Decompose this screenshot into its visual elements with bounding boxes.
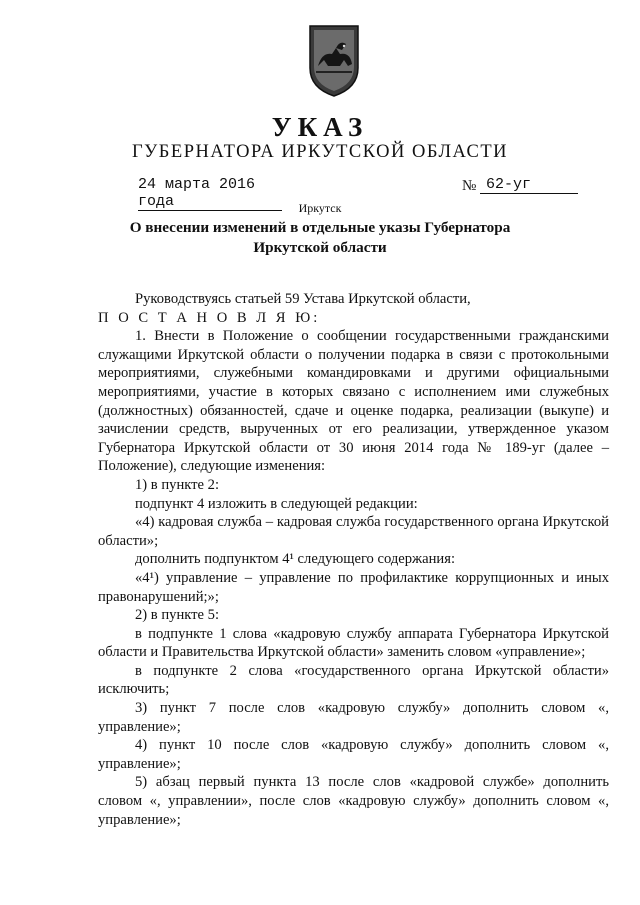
paragraph-item-1: 1. Внести в Положение о сообщении государственными гражданскими служащими Иркутской области о получении подарка в связи с протокольными мероприятиями, служебными командировками и другими официальными мероприятиями, участие в которых связано с исполнением ими служебных (должностных) обязанностей, сдаче и оценке подарка, реализации (выкупе) и зачислении средств, вырученных от его реализации, утвержденное указом Губернатора Иркутской области от 30 июня 2014 года № 189-уг (далее – Положение), следующие изменения:: [98, 328, 609, 475]
decree-date: 24 марта 2016 года: [138, 176, 282, 211]
irkutsk-coat-of-arms-icon: [306, 22, 362, 98]
paragraph-preamble: Руководствуясь статьей 59 Устава Иркутской области,: [135, 291, 471, 307]
number-sign: №: [462, 178, 477, 194]
document-body: [98, 290, 609, 829]
document-heading: О внесении изменений в отдельные указы Губернатора Иркутской области: [129, 219, 511, 256]
decree-title: УКАЗ: [271, 112, 369, 142]
decree-issuer: ГУБЕРНАТОРА ИРКУТСКОЙ ОБЛАСТИ: [131, 142, 508, 162]
paragraph-sub-2: 2) в пункте 5:: [135, 607, 220, 624]
decree-number: 62-уг: [480, 176, 578, 194]
paragraph-sub-1b: «4) кадровая служба – кадровая служба государственного органа Иркутской области»;: [98, 514, 609, 549]
paragraph-sub-4: 4) пункт 10 после слов «кадровую службу» дополнить словом «, управление»;: [98, 737, 609, 772]
paragraph-sub-1d: «4¹) управление – управление по профилактике коррупционных и иных правонарушений;»;: [98, 569, 609, 605]
paragraph-resolve: П О С Т А Н О В Л Я Ю:: [98, 309, 321, 326]
paragraph-sub-2b: в подпункте 2 слова «государственного органа Иркутской области» исключить;: [98, 662, 609, 698]
paragraph-sub-3: 3) пункт 7 после слов «кадровую службу» дополнить словом «, управление»;: [98, 700, 609, 735]
city-label: Иркутск: [298, 201, 342, 215]
paragraph-sub-1: 1) в пункте 2:: [135, 476, 220, 493]
paragraph-sub-5: 5) абзац первый пункта 13 после слов «кадровой службе» дополнить словом «, управлении», после слов «кадровую службу» дополнить словом «, управление»;: [98, 774, 609, 828]
paragraph-sub-2a: в подпункте 1 слова «кадровую службу аппарата Губернатора Иркутской области и Правительства Иркутской области» заменить словом «управление»;: [98, 625, 609, 661]
paragraph-sub-1c: дополнить подпунктом 4¹ следующего содержания:: [135, 551, 456, 568]
paragraph-sub-1a: подпункт 4 изложить в следующей редакции:: [135, 495, 418, 512]
